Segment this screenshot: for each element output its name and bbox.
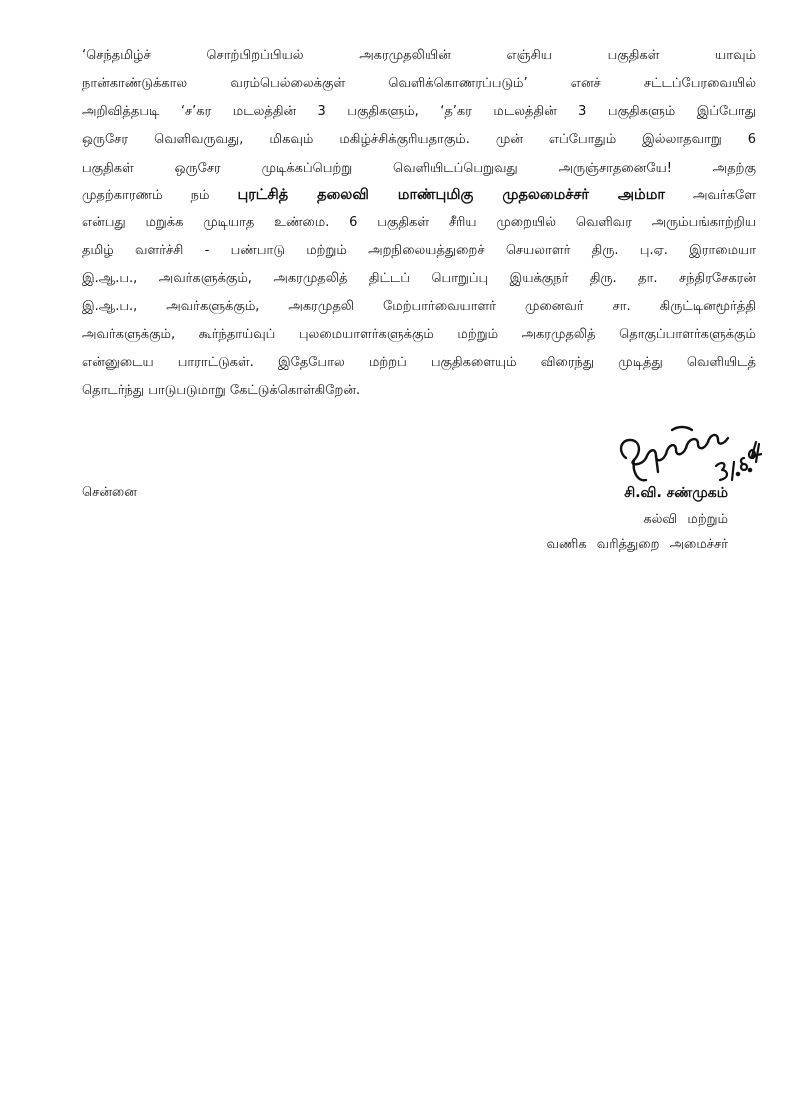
paragraph-line-9: இ.ஆ.ப., அவர்களுக்கும், அகரமுதலித் திட்டப் பொறுப்பு இயக்குநர் திரு. தா. சந்திரசேகரன் [82,271,756,286]
paragraph-line-12: என்னுடைய பாராட்டுகள். இதேபோல மற்றப் பகுதிகளையும் விரைந்து முடித்து வெளியிடத் [82,355,756,370]
place-label: சென்னை [82,485,137,500]
line6-prefix: முதற்காரணம் நம் [82,188,238,203]
paragraph-line-2: நான்காண்டுக்கால வரம்பெல்லைக்குள் வெளிக்கொணரப்படும்’ எனச் சட்டப்பேரவையில் [82,76,756,91]
signatory-title-line-1: கல்வி மற்றும் [643,512,728,527]
paragraph-line-5: பகுதிகள் ஒருசேர முடிக்கப்பெற்று வெளியிடப்பெறுவது அருஞ்சாதனையே! அதற்கு [82,161,756,176]
paragraph-line-6 [82,183,756,208]
honorific-bold-text: புரட்சித் தலைவி மாண்புமிகு முதலமைச்சர் அம்மா [237,187,665,203]
paragraph-line-13: தொடர்ந்து பாடுபடுமாறு கேட்டுக்கொள்கிறேன். [82,383,361,398]
paragraph-line-11: அவர்களுக்கும், கூர்ந்தாய்வுப் புலமையாளர்களுக்கும் மற்றும் அகரமுதலித் தொகுப்பாளர்களுக்கும் [82,327,756,342]
paragraph-line-10: இ.ஆ.ப., அவர்களுக்கும், அகரமுதலி மேற்பார்வையாளர் முனைவர் சா. கிருட்டினமூர்த்தி [82,299,756,314]
paragraph-line-7: என்பது மறுக்க முடியாத உண்மை. 6 பகுதிகள் சீரிய முறையில் வெளிவர அரும்பங்காற்றிய [82,215,756,230]
paragraph-line-1: ‘செந்தமிழ்ச் சொற்பிறப்பியல் அகரமுதலியின் எஞ்சிய பகுதிகள் யாவும் [82,48,756,63]
paragraph-line-4: ஒருசேர வெளிவருவது, மிகவும் மகிழ்ச்சிக்குரியதாகும். முன் எப்போதும் இல்லாதவாறு 6 [82,132,756,147]
line6-suffix: அவர்களே [664,188,756,203]
signatory-name: சி.வி. சண்முகம் [624,485,728,501]
handwritten-signature [612,400,762,492]
signatory-title-line-2: வணிக வரித்துறை அமைச்சர் [546,537,728,552]
paragraph-line-3: அறிவித்தபடி ‘ச’கர மடலத்தின் 3 பகுதிகளும், ‘த’கர மடலத்தின் 3 பகுதிகளும் இப்போது [82,104,756,119]
paragraph-line-8: தமிழ் வளர்ச்சி - பண்பாடு மற்றும் அறநிலையத்துறைச் செயலாளர் திரு. பு.ஏ. இராமையா [82,243,756,258]
